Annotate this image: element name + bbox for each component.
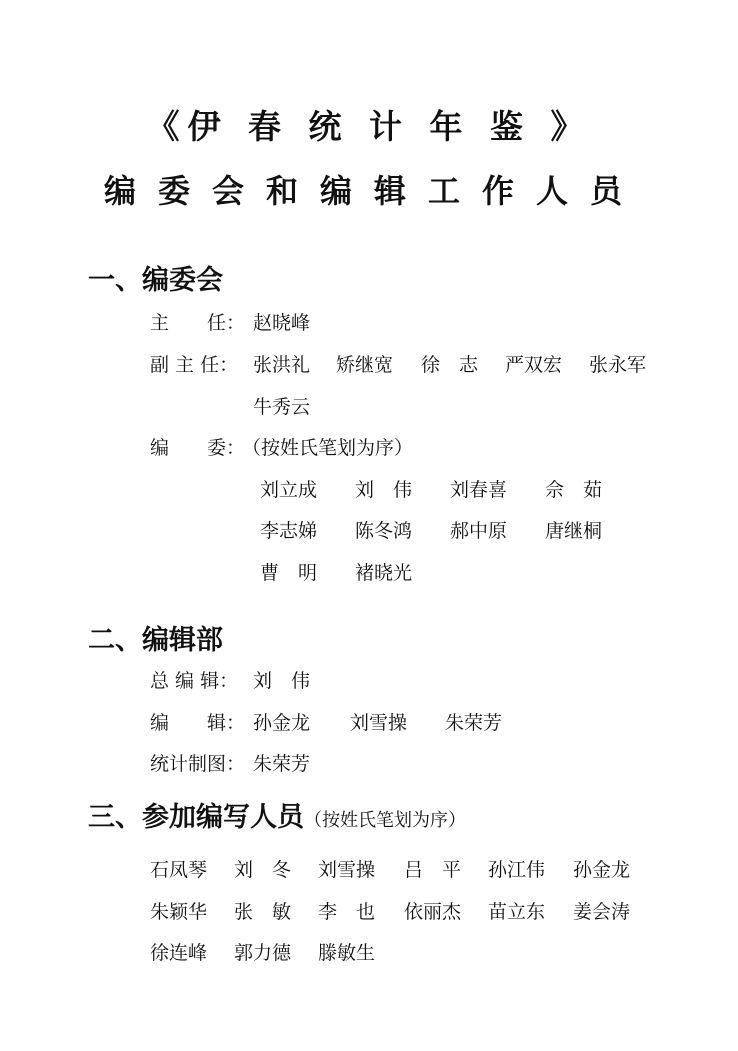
title-line-1: 《伊 春 统 计 年 鉴 》 bbox=[146, 107, 592, 146]
chart-maker-label: 统计制图： bbox=[150, 753, 246, 775]
contributor-name: 姜会涛 bbox=[573, 901, 631, 923]
member-name: 郝中原 bbox=[450, 520, 508, 542]
editor-name: 朱荣芳 bbox=[445, 712, 503, 734]
chief-editor-name: 刘 伟 bbox=[253, 670, 311, 692]
member-name: 陈冬鸿 bbox=[355, 520, 413, 542]
members-note: （按姓氏笔划为序） bbox=[242, 437, 414, 459]
member-name: 唐继桐 bbox=[545, 520, 603, 542]
contributor-name: 张 敏 bbox=[234, 901, 292, 923]
contributor-name: 刘 冬 bbox=[234, 859, 292, 881]
contributor-name: 徐连峰 bbox=[150, 942, 208, 964]
deputy-label: 副 主 任： bbox=[150, 354, 239, 376]
section-3-title: 三、参加编写人员 bbox=[88, 802, 304, 833]
contributor-name: 刘雪操 bbox=[318, 859, 376, 881]
chart-maker-name: 朱荣芳 bbox=[253, 753, 311, 775]
contributor-name: 朱颖华 bbox=[150, 901, 208, 923]
contributor-name: 孙金龙 bbox=[573, 859, 631, 881]
editor-name: 刘雪操 bbox=[350, 712, 408, 734]
member-name: 刘 伟 bbox=[355, 479, 413, 501]
editor-name: 孙金龙 bbox=[253, 712, 311, 734]
member-name: 刘春喜 bbox=[450, 479, 508, 501]
contributor-name: 孙江伟 bbox=[488, 859, 546, 881]
contributor-name: 石凤琴 bbox=[150, 859, 208, 881]
deputy-name: 矫继宽 bbox=[336, 354, 394, 376]
member-name: 佘 茹 bbox=[545, 479, 603, 501]
member-name: 曹 明 bbox=[260, 562, 318, 584]
member-name: 褚晓光 bbox=[355, 562, 413, 584]
chief-editor-label: 总 编 辑： bbox=[150, 670, 239, 692]
deputy-name: 牛秀云 bbox=[253, 396, 311, 418]
contributor-name: 李 也 bbox=[318, 901, 376, 923]
title-line-2: 编委会和编辑工作人员 bbox=[103, 172, 644, 210]
director-label: 主 任： bbox=[150, 312, 246, 334]
editors-label: 编 辑： bbox=[150, 712, 246, 734]
contributor-name: 苗立东 bbox=[488, 901, 546, 923]
contributor-name: 吕 平 bbox=[404, 859, 462, 881]
director-name: 赵晓峰 bbox=[253, 312, 311, 334]
contributor-name: 郭力德 bbox=[234, 942, 292, 964]
deputy-name: 徐 志 bbox=[421, 354, 479, 376]
deputy-name: 张洪礼 bbox=[253, 354, 311, 376]
deputy-name: 严双宏 bbox=[505, 354, 563, 376]
contributor-name: 依丽杰 bbox=[404, 901, 462, 923]
contributor-name: 滕敏生 bbox=[318, 942, 376, 964]
section-2-heading: 二、编辑部 bbox=[88, 625, 223, 656]
section-3-heading bbox=[88, 795, 466, 834]
deputy-name: 张永军 bbox=[589, 354, 647, 376]
section-3-note: （按姓氏笔划为序） bbox=[304, 810, 466, 831]
members-label: 编 委： bbox=[150, 437, 246, 459]
member-name: 李志娣 bbox=[260, 520, 318, 542]
section-1-heading: 一、编委会 bbox=[88, 265, 223, 296]
member-name: 刘立成 bbox=[260, 479, 318, 501]
